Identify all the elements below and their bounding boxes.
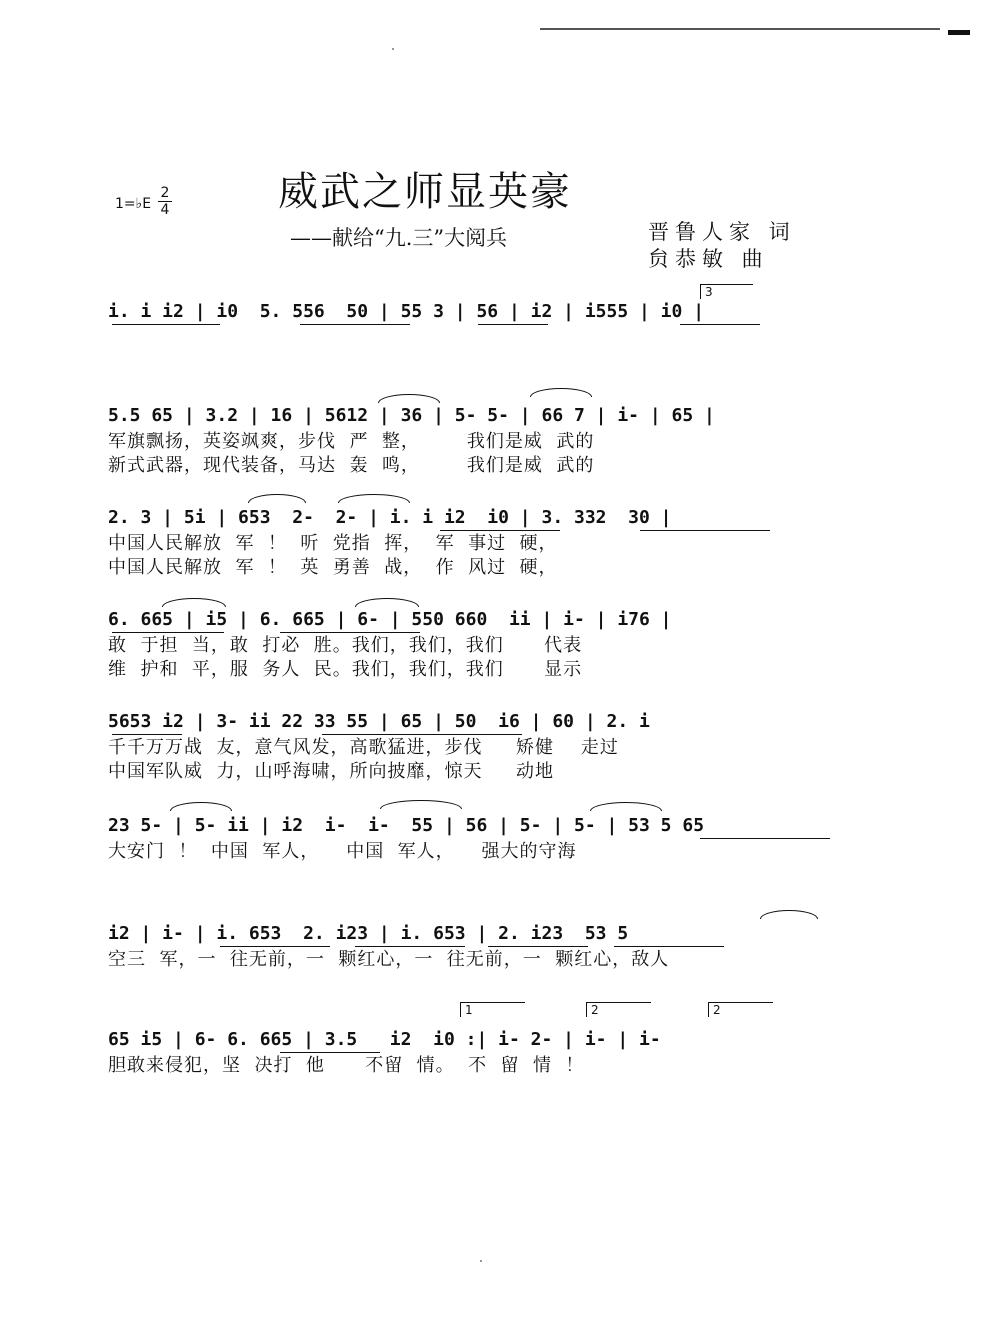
- tie-mark: [380, 800, 462, 809]
- score-system-1: [108, 298, 838, 326]
- song-subtitle: ——献给“九.三”大阅兵: [290, 226, 508, 250]
- corner-mark: [948, 30, 970, 35]
- notation-line: 2. 3 | 5i | 653 2- 2- | i. i i2 i0 | 3. 332 30 |: [108, 507, 672, 528]
- notation-line: 5653 i2 | 3- ii 22 33 55 | 65 | 50 i6 | 60 | 2. i: [108, 711, 650, 732]
- beam-underline: [680, 324, 760, 325]
- tie-mark: [170, 802, 232, 811]
- beam-underline: [280, 1052, 380, 1053]
- lyric-verse-2: 维 护和 平，服 务人 民。我们，我们，我们 显示: [108, 659, 583, 680]
- notation-line: i. i i2 | i0 5. 556 50 | 55 3 | 56 | i2 | i555 | i0 |: [108, 301, 705, 322]
- lyric-verse-1: 军旗飘扬，英姿飒爽，步伐 严 整， 我们是威 武的: [108, 431, 595, 452]
- time-denominator: 4: [158, 201, 172, 218]
- tie-mark: [338, 494, 410, 503]
- score-system-7: [108, 920, 838, 972]
- beam-underline: [355, 946, 465, 947]
- second-ending-bracket: 2: [586, 1002, 651, 1017]
- beam-underline: [300, 324, 410, 325]
- beam-underline: [112, 324, 220, 325]
- beam-underline: [280, 632, 420, 633]
- first-ending-bracket: 1: [460, 1002, 525, 1017]
- time-numerator: 2: [160, 185, 170, 201]
- tie-mark: [530, 388, 592, 397]
- score-system-3: [108, 504, 838, 580]
- lyric-verse-1: 大安门 ！ 中国 军人， 中国 军人， 强大的守海: [108, 841, 577, 862]
- triplet-bracket: 3: [700, 284, 753, 299]
- composer-credit: 贠恭敏 曲: [648, 247, 769, 271]
- slur-mark: [248, 494, 306, 503]
- notation-line: 6. 665 | i5 | 6. 665 | 6- | 550 660 ii | i- | i76 |: [108, 609, 672, 630]
- lyric-verse-1: 空三 军，一 往无前，一 颗红心，一 往无前，一 颗红心，敌人: [108, 949, 670, 970]
- lyric-verse-1: 中国人民解放 军 ！ 听 党指 挥， 军 事过 硬，: [108, 533, 558, 554]
- beam-underline: [614, 946, 724, 947]
- scan-speck: [480, 1260, 482, 1262]
- beam-underline: [700, 838, 830, 839]
- slur-mark: [378, 394, 440, 403]
- beam-underline: [112, 632, 224, 633]
- lyric-verse-2: 中国军队威 力，山呼海啸，所向披靡，惊天 动地: [108, 761, 555, 782]
- second-ending-bracket: 2: [708, 1002, 773, 1017]
- lyric-verse-1: 千千万万战 友，意气风发，高歌猛进，步伐 矫健 走过: [108, 737, 619, 758]
- score-system-8: [108, 1026, 838, 1078]
- lyric-verse-2: 中国人民解放 军 ！ 英 勇善 战， 作 风过 硬，: [108, 557, 558, 578]
- notation-line: 23 5- | 5- ii | i2 i- i- 55 | 56 | 5- | 5- | 53 5 65: [108, 815, 705, 836]
- beam-underline: [440, 530, 560, 531]
- time-signature: [158, 185, 172, 218]
- score-system-2: [108, 402, 838, 478]
- beam-underline: [640, 530, 770, 531]
- song-title: 威武之师显英豪: [278, 169, 572, 215]
- top-rule: [540, 28, 940, 30]
- lyric-verse-1: 胆敢来侵犯，坚 决打 他 不留 情。 不 留 情 ！: [108, 1055, 585, 1076]
- beam-underline: [478, 324, 548, 325]
- lyric-verse-2: 新式武器，现代装备，马达 轰 鸣， 我们是威 武的: [108, 455, 595, 476]
- slur-mark: [162, 598, 226, 607]
- tie-mark: [760, 910, 818, 919]
- slur-mark: [355, 598, 419, 607]
- notation-line: i2 | i- | i. 653 2. i23 | i. 653 | 2. i23 53 5: [108, 923, 629, 944]
- tie-mark: [590, 802, 662, 811]
- beam-underline: [488, 946, 588, 947]
- scan-speck: [392, 48, 394, 50]
- key-signature: 1=♭E: [115, 196, 152, 212]
- score-system-4: [108, 606, 838, 682]
- beam-underline: [112, 734, 182, 735]
- score-system-5: [108, 708, 838, 784]
- notation-line: 65 i5 | 6- 6. 665 | 3.5 i2 i0 :| i- 2- | i- | i-: [108, 1029, 661, 1050]
- lyricist-credit: 晋鲁人家 词: [648, 220, 796, 244]
- beam-underline: [322, 734, 522, 735]
- lyric-verse-1: 敢 于担 当，敢 打必 胜。我们，我们，我们 代表: [108, 635, 583, 656]
- beam-underline: [220, 946, 330, 947]
- notation-line: 5.5 65 | 3.2 | 16 | 5612 | 36 | 5- 5- | 66 7 | i- | 65 |: [108, 405, 715, 426]
